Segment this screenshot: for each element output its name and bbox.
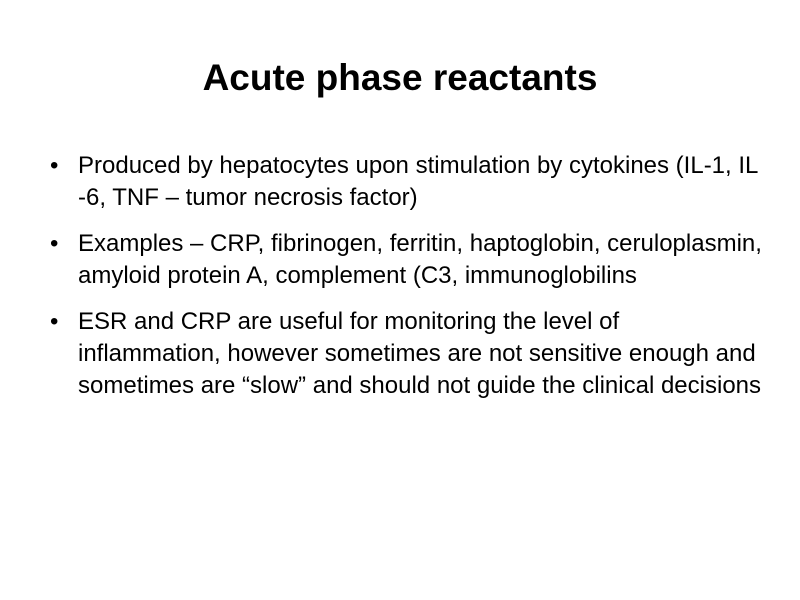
bullet-item: [48, 150, 768, 214]
bullet-item: [48, 228, 768, 292]
bullet-text: Produced by hepatocytes upon stimulation by cytokines (IL-1, IL -6, TNF – tumor necrosis factor): [78, 152, 758, 211]
bullet-marker: •: [50, 308, 59, 335]
bullet-marker: •: [50, 152, 59, 179]
bullet-item: [48, 306, 768, 402]
slide-title: Acute phase reactants: [202, 57, 598, 98]
bullet-text: ESR and CRP are useful for monitoring the level of inflammation, however sometimes are not sensitive enough and sometimes are “slow” and should not guide the clinical decisions: [78, 308, 762, 399]
bullet-marker: •: [50, 230, 59, 257]
bullet-text: Examples – CRP, fibrinogen, ferritin, haptoglobin, ceruloplasmin, amyloid protein A, complement (C3, immunoglobilins: [78, 230, 762, 289]
bullet-list: [48, 150, 768, 416]
